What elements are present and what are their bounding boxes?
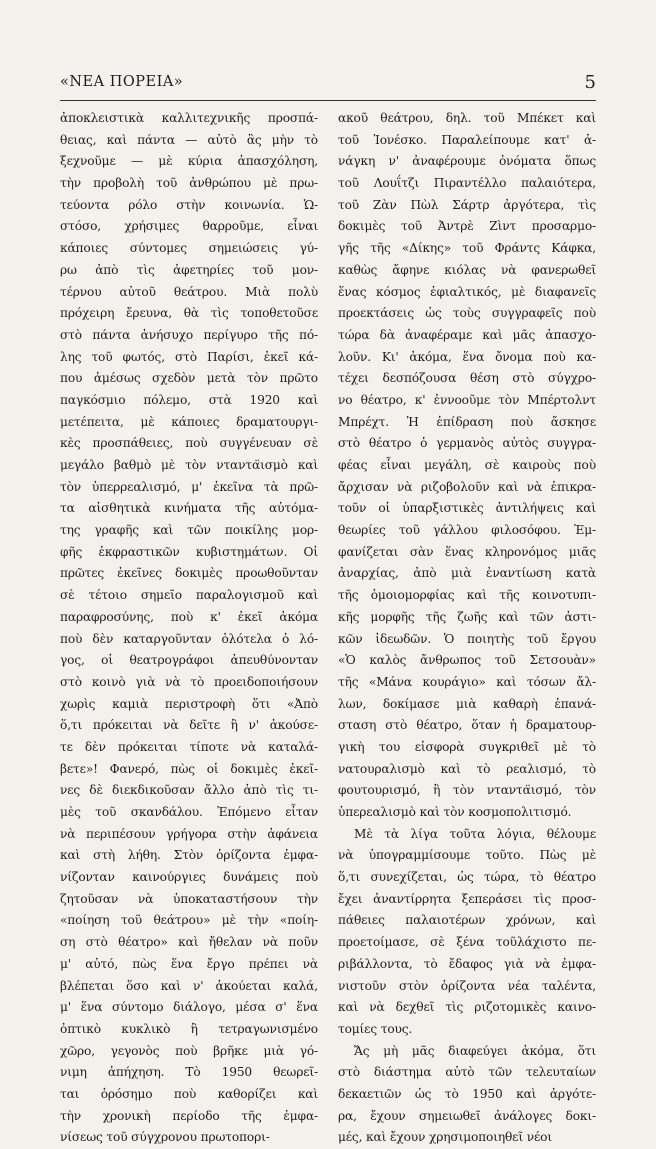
text-line: δοκιμὲς τοῦ Ἀντρὲ Ζὶντ προσαρμο- [338, 219, 596, 234]
text-line: ἄρχισαν νὰ ριζοβολοῦν καὶ νὰ ἐπικρα- [338, 479, 596, 494]
text-line: στὸ διάστημα αὐτὸ τῶν τελευταίων [338, 1065, 596, 1080]
text-line: ξεχνοῦμε — μὲ κύρια ἀπασχόληση, [60, 154, 318, 169]
text-line: νάγκη ν' ἀναφέρουμε ὀνόματα ὅπως [338, 154, 596, 169]
text-line: πρόχειρη ἔρευνα, θὰ τὶς τοποθετοῦσε [60, 306, 318, 321]
text-line: πάθειες παλαιοτέρων χρόνων, καὶ [338, 913, 596, 928]
text-line: χωρὶς καμιὰ περιστροφὴ ὅτι «Ἀπὸ [60, 696, 318, 711]
page-number: 5 [584, 72, 596, 93]
text-line: ση στὸ θέατρο» καὶ ἤθελαν νὰ ποῦν [60, 935, 318, 950]
text-line: θειας, καὶ πάντα — αὐτὸ ἂς μὴν τὸ [60, 132, 318, 147]
text-line: τέχει δεσπόζουσα θέση στὸ σύγχρο- [338, 371, 596, 386]
text-line: τεύοντα ρόλο στὴν κοινωνία. Ὡ- [60, 197, 318, 212]
text-line: νες δὲ διεκδικοῦσαν ἄλλο ἀπὸ τὶς τι- [60, 783, 318, 798]
text-line: γος, οἱ θεατρογράφοι ἀπευθύνονταν [60, 653, 318, 668]
text-line: κὲς προσπάθειες, ποὺ συγγένευαν σὲ [60, 436, 318, 451]
text-line: μ' ἕνα σύντομο διάλογο, μέσα σ' ἕνα [60, 1000, 318, 1015]
text-line: στόσο, χρήσιμες θαρροῦμε, εἶναι [60, 219, 318, 234]
text-line: θεωρίες τοῦ γάλλου φιλοσόφου. Ἐμ- [338, 523, 596, 538]
text-line: ρα, ἔχουν σημειωθεῖ ἀνάλογες δοκι- [338, 1108, 596, 1123]
text-line: καθὼς ἄφηνε κιόλας νὰ φανερωθεῖ [338, 262, 596, 277]
text-line: ὀπτικὸ κυκλικὸ ἢ τετραγωνισμένο [60, 1021, 318, 1036]
text-line: κῶν ἰδεωδῶν. Ὁ ποιητὴς τοῦ ἔργου [338, 631, 596, 646]
text-line: γικὴ του εἰσφορὰ συγκριθεῖ μὲ τὸ [338, 739, 596, 754]
text-line: ακοῦ θεάτρου, δηλ. τοῦ Μπέκετ καὶ [338, 111, 596, 125]
text-line: βετε»! Φανερό, πὼς οἱ δοκιμὲς ἐκεῖ- [60, 761, 318, 776]
text-line: τοῦ Ἰονέσκο. Παραλείπουμε κατ' ἀ- [338, 132, 596, 147]
text-line: ἕνας κόσμος ἐφιαλτικός, μὲ διαφανεῖς [338, 284, 596, 299]
text-line: τώρα δὰ ἀναφέραμε καὶ μᾶς ἀπασχο- [338, 327, 596, 342]
text-line: βλέπεται ὅσο καὶ ν' ἀκούεται καλά, [60, 978, 318, 993]
text-line: τοῦ Ζὰν Πὼλ Σάρτρ ἀργότερα, τὶς [338, 197, 596, 212]
text-line: ὅ,τι πρόκειται νὰ δεῖτε ἢ ν' ἀκούσε- [60, 718, 318, 733]
text-line: ἀποκλειστικὰ καλλιτεχνικῆς προσπά- [60, 111, 318, 125]
text-column-left [60, 108, 318, 1149]
text-line: ρω ἀπὸ τὶς ἀφετηρίες τοῦ μον- [60, 262, 318, 277]
text-line: κάποιες σύντομες σημειώσεις γύ- [60, 241, 318, 256]
text-line: χῶρο, γεγονὸς ποὺ βρῆκε μιὰ γό- [60, 1043, 318, 1058]
text-line: ται ὁρόσημο ποὺ καθορίζει καὶ [60, 1086, 318, 1101]
text-line: στὸ πάντα ἀνήσυχο περίγυρο τῆς πό- [60, 327, 318, 342]
text-line: δεκαετιῶν ὡς τὸ 1950 καὶ ἀργότε- [338, 1086, 596, 1101]
text-line: προετοίμασε, σὲ ξένα τοῦλάχιστο πε- [338, 935, 596, 950]
text-line: τε δὲν πρόκειται τίποτε νὰ καταλά- [60, 739, 318, 754]
text-line: νίζονταν καινούργιες δυνάμεις ποὺ [60, 870, 318, 885]
header-rule [60, 100, 596, 101]
text-line: τῆς ὁμοιομορφίας καὶ τῆς κοινοτυπι- [338, 588, 596, 603]
text-line: μετέπειτα, μὲ κάποιες δραματουργι- [60, 414, 318, 429]
text-line: καὶ στὴ λήθη. Στὸν ὁρίζοντα ἐμφα- [60, 848, 318, 863]
text-line: ποὺ δὲν καταργοῦνταν ὁλότελα ὁ λό- [60, 631, 318, 646]
text-line: παραφροσύνης, ποὺ κ' ἐκεῖ ἀκόμα [60, 609, 318, 624]
text-line: τὴν χρονικὴ περίοδο τῆς ἐμφα- [60, 1108, 318, 1123]
text-line: μές, καὶ ἔχουν χρησιμοποιηθεῖ νέοι [338, 1130, 552, 1145]
text-line: μὲς τοῦ σκανδάλου. Ἐπόμενο εἶταν [60, 805, 318, 819]
text-line: ἔχει ἀναντίρρητα ξεπεράσει τὶς προσ- [338, 891, 596, 906]
text-line: παγκόσμιο πόλεμο, στὰ 1920 καὶ [60, 392, 318, 407]
text-line: Μὲ τὰ λίγα τοῦτα λόγια, θέλουμε [354, 826, 596, 841]
text-line: νὰ ὑπογραμμίσουμε τοῦτο. Πὼς μὲ [338, 848, 596, 863]
text-line: σταση στὸ θέατρο, ὅταν ἡ δραματουρ- [338, 718, 596, 733]
text-line: πρῶτες ἐκεῖνες δοκιμὲς προωθοῦνταν [60, 566, 318, 581]
text-line: που ἀμέσως σχεδὸν μετὰ τὸν πρῶτο [60, 371, 318, 386]
text-line: σὲ τέτοιο σημεῖο παραλογισμοῦ καὶ [60, 588, 318, 603]
text-line: στὸ κοινὸ γιὰ νὰ τὸ προειδοποιήσουν [60, 674, 318, 689]
text-line: τοῦ Λουΐτζι Πιραντέλλο παλαιότερα, [338, 176, 596, 191]
text-line: Μπρέχτ. Ἡ ἐπίδραση ποὺ ἄσκησε [338, 414, 596, 429]
text-line: «Ὁ καλὸς ἄνθρωπος τοῦ Σετσουὰν» [338, 653, 596, 668]
text-line: Ἄς μὴ μᾶς διαφεύγει ἀκόμα, ὅτι [354, 1043, 596, 1058]
text-line: τὴν προβολὴ τοῦ ἀνθρώπου μὲ πρω- [60, 176, 318, 191]
text-line: φῆς ἐκφραστικῶν κυβιστημάτων. Οἱ [60, 544, 318, 559]
text-line: τα αἰσθητικὰ κινήματα τῆς αὐτόμα- [60, 501, 318, 516]
text-line: φέας εἶναι μεγάλη, σὲ καιροὺς ποὺ [338, 458, 596, 472]
text-line: κῆς μορφῆς τῆς ζωῆς καὶ τῶν ἀστι- [338, 609, 596, 624]
text-line: τομίες τους. [338, 1021, 413, 1036]
text-line: μ' αὐτό, πὼς ἕνα ἔργο πρέπει νὰ [60, 956, 318, 971]
text-line: λων, δοκίμασε μιὰ καθαρὴ ἐπανά- [338, 696, 596, 711]
text-line: της γραφῆς καὶ τῶν ποικίλης μορ- [60, 523, 318, 538]
text-line: φουτουρισμό, ἢ τὸν νταντα̈ισμό, τὸν [338, 783, 596, 798]
text-line: λης τοῦ φωτός, στὸ Παρίσι, ἐκεῖ κά- [60, 349, 318, 364]
text-line: ἀναρχίας, ἀπὸ μιὰ ἐναντίωση κατὰ [338, 566, 596, 581]
text-line: νίσεως τοῦ σύγχρονου πρωτοπορι- [60, 1130, 270, 1145]
text-line: γῆς τῆς «Δίκης» τοῦ Φράντς Κάφκα, [338, 241, 596, 256]
running-head: «ΝΕΑ ΠΟΡΕΙΑ» [60, 74, 184, 90]
text-line: μεγάλο βαθμὸ μὲ τὸν νταντα̈ισμὸ καὶ [60, 458, 318, 472]
text-line: φανίζεται σὰν ἕνας κληρονόμος μιᾶς [338, 544, 596, 559]
text-line: τοῦν οἱ ὑπαρξιστικὲς ἀντιλήψεις καὶ [338, 501, 596, 516]
text-line: νιμη ἀπήχηση. Τὸ 1950 θεωρεῖ- [60, 1065, 318, 1080]
text-line: τὸν ὑπερρεαλισμό, μ' ἐκεῖνα τὰ πρῶ- [60, 479, 318, 494]
text-line: ὅ,τι συνεχίζεται, ὡς τώρα, τὸ θέατρο [338, 870, 596, 885]
text-line: «ποίηση τοῦ θεάτρου» μὲ τὴν «ποίη- [60, 913, 318, 928]
text-line: νὰ περιπέσουν γρήγορα στὴν ἀφάνεια [60, 826, 318, 841]
text-line: νιστοῦν στὸν ὁρίζοντα νέα ταλέντα, [338, 978, 596, 993]
text-line: λοῦν. Κι' ἀκόμα, ἕνα ὄνομα ποὺ κα- [338, 349, 596, 364]
text-line: καὶ νὰ δεχθεῖ τὶς ριζοτομικὲς καινο- [338, 1000, 596, 1015]
text-line: προεκτάσεις ὡς τοὺς συγγραφεῖς ποὺ [338, 306, 596, 321]
text-line: τέρνου αὐτοῦ θεάτρου. Μιὰ πολὺ [60, 284, 318, 299]
text-line: τῆς «Μάνα κουράγιο» καὶ τόσων ἄλ- [338, 674, 596, 689]
text-line: νατουραλισμὸ καὶ τὸ ρεαλισμό, τὸ [338, 761, 596, 776]
page-header [60, 74, 596, 96]
text-line: ὑπερεαλισμὸ καὶ τὸν κοσμοπολιτισμό. [338, 805, 572, 819]
text-line: ριβάλλοντα, τὸ ἔδαφος γιὰ νὰ ἐμφα- [338, 956, 596, 971]
text-line: ζητοῦσαν νὰ ὑποκαταστήσουν τὴν [60, 891, 318, 906]
text-line: στὸ θέατρο ὁ γερμανὸς αὐτὸς συγγρα- [338, 436, 596, 451]
text-column-right [338, 108, 596, 1149]
text-line: νο θέατρο, κ' ἐννοοῦμε τὸν Μπέρτολντ [338, 392, 596, 407]
